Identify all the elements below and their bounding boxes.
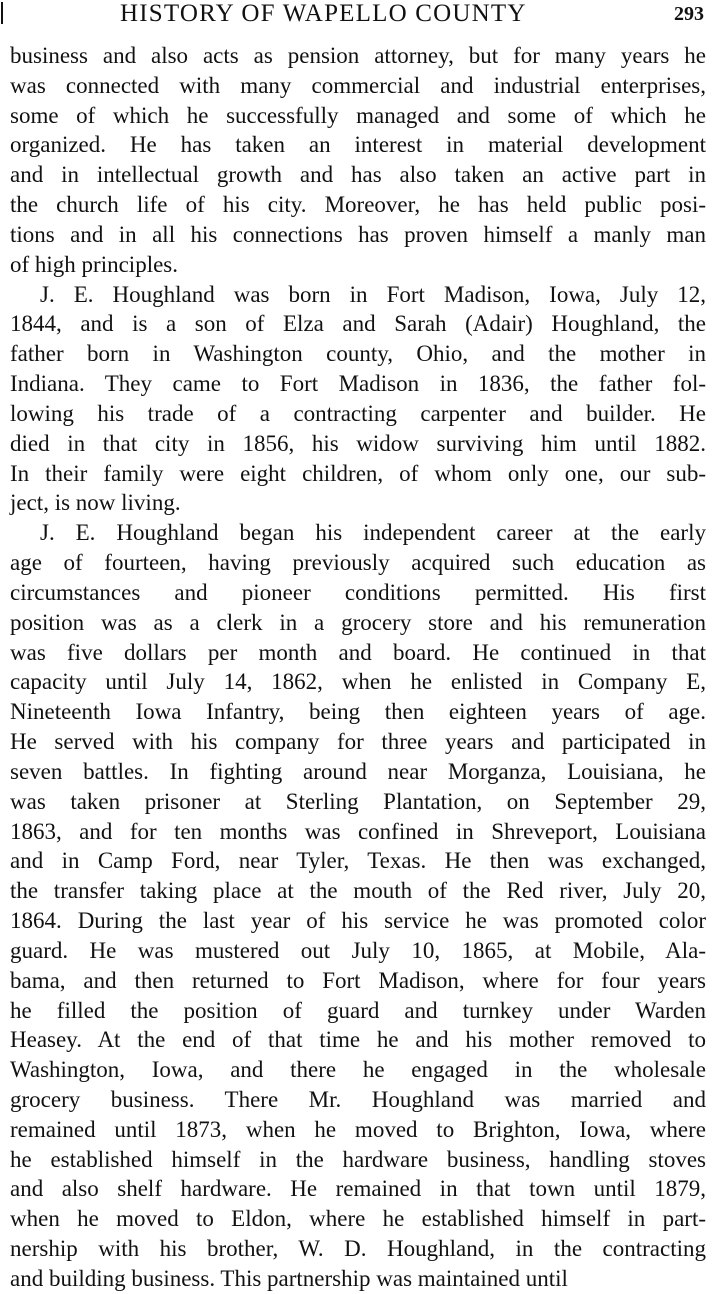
- text-line: position was as a clerk in a grocery store and his remuneration: [10, 609, 706, 635]
- text-line: 1844, and is a son of Elza and Sarah (Adair) Houghland, the: [10, 311, 706, 337]
- text-line: 1863, and for ten months was confined in Shreveport, Louisiana: [10, 818, 706, 844]
- text-line: he filled the position of guard and turnkey under Warden: [10, 997, 706, 1023]
- text-line: tions and in all his connections has proven himself a manly man: [10, 221, 706, 247]
- text-line: died in that city in 1856, his widow surviving him until 1882.: [10, 430, 706, 456]
- text-line: age of fourteen, having previously acquired such education as: [10, 550, 706, 576]
- text-line: was taken prisoner at Sterling Plantation, on September 29,: [10, 788, 706, 814]
- margin-rule: [1, 2, 3, 24]
- text-line: grocery business. There Mr. Houghland was married and: [10, 1086, 706, 1112]
- text-line: father born in Washington county, Ohio, and the mother in: [10, 341, 706, 367]
- text-line: and in intellectual growth and has also taken an active part in: [10, 162, 706, 188]
- text-line: capacity until July 14, 1862, when he enlisted in Company E,: [10, 669, 706, 695]
- text-line: some of which he successfully managed and some of which he: [10, 102, 706, 128]
- text-line: Heasey. At the end of that time he and his mother removed to: [10, 1027, 706, 1053]
- text-line: remained until 1873, when he moved to Brighton, Iowa, where: [10, 1116, 706, 1142]
- text-line: He served with his company for three years and participated in: [10, 729, 706, 755]
- text-line: and in Camp Ford, near Tyler, Texas. He then was exchanged,: [10, 848, 706, 874]
- text-line: nership with his brother, W. D. Houghland, in the contracting: [10, 1236, 706, 1262]
- running-head: HISTORY OF WAPELLO COUNTY: [120, 0, 527, 27]
- text-line: 1864. During the last year of his service he was promoted color: [10, 908, 706, 934]
- text-line: lowing his trade of a contracting carpenter and builder. He: [10, 400, 706, 426]
- text-line: and also shelf hardware. He remained in that town until 1879,: [10, 1176, 706, 1202]
- text-line: was five dollars per month and board. He continued in that: [10, 639, 706, 665]
- text-line: Indiana. They came to Fort Madison in 1836, the father fol-: [10, 371, 706, 397]
- text-line: Washington, Iowa, and there he engaged in the wholesale: [10, 1057, 706, 1083]
- page-number: 293: [674, 3, 704, 25]
- text-line: bama, and then returned to Fort Madison, where for four years: [10, 967, 706, 993]
- text-line: the transfer taking place at the mouth of the Red river, July 20,: [10, 878, 706, 904]
- text-line: ject, is now living.: [10, 490, 181, 516]
- text-line: of high principles.: [10, 251, 178, 277]
- paragraph: [10, 518, 706, 1294]
- paragraph: [10, 280, 706, 519]
- text-line: the church life of his city. Moreover, he has held public posi-: [10, 192, 706, 218]
- text-line: seven battles. In fighting around near Morganza, Louisiana, he: [10, 758, 706, 784]
- text-line: was connected with many commercial and industrial enterprises,: [10, 72, 706, 98]
- text-line: when he moved to Eldon, where he established himself in part-: [10, 1206, 706, 1232]
- text-line: organized. He has taken an interest in material development: [10, 132, 706, 158]
- paragraph: [10, 41, 706, 280]
- text-line: business and also acts as pension attorney, but for many years he: [10, 43, 706, 68]
- text-line: J. E. Houghland was born in Fort Madison, Iowa, July 12,: [40, 281, 706, 307]
- text-line: In their family were eight children, of whom only one, our sub-: [10, 460, 706, 486]
- text-line: guard. He was mustered out July 10, 1865, at Mobile, Ala-: [10, 937, 706, 963]
- text-line: and building business. This partnership was maintained until: [10, 1265, 568, 1291]
- text-line: circumstances and pioneer conditions permitted. His first: [10, 579, 706, 605]
- page-header: [10, 0, 706, 32]
- text-line: J. E. Houghland began his independent career at the early: [40, 520, 706, 546]
- text-line: Nineteenth Iowa Infantry, being then eighteen years of age.: [10, 699, 706, 725]
- text-line: he established himself in the hardware business, handling stoves: [10, 1146, 706, 1172]
- body-text: [10, 41, 706, 1294]
